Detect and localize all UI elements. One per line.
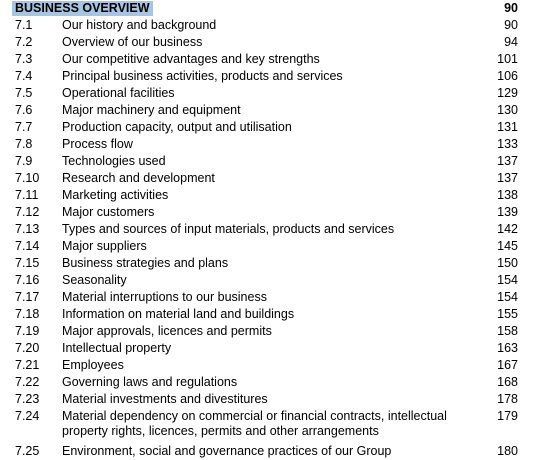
entry-title: Information on material land and buildings	[62, 307, 295, 321]
toc-entry	[0, 443, 536, 460]
toc-entry	[0, 255, 536, 272]
entry-title: Process flow	[62, 137, 133, 151]
entry-page-number: 137	[497, 154, 518, 168]
toc-entry	[0, 119, 536, 136]
toc-entry	[0, 391, 536, 408]
toc-entry	[0, 408, 536, 443]
toc-entry	[0, 51, 536, 68]
toc-entry	[0, 306, 536, 323]
toc-entry	[0, 17, 536, 34]
toc-entry	[0, 102, 536, 119]
entry-number: 7.9	[15, 154, 33, 168]
entry-number: 7.20	[15, 341, 40, 355]
section-header	[0, 0, 536, 17]
entry-title: Types and sources of input materials, products and services	[62, 222, 395, 236]
toc-entry	[0, 238, 536, 255]
entry-page-number: 138	[497, 188, 518, 202]
entry-title: Major approvals, licences and permits	[62, 324, 272, 338]
entry-page-number: 137	[497, 171, 518, 185]
entry-page-number: 142	[497, 222, 518, 236]
entry-title: Major machinery and equipment	[62, 103, 241, 117]
entry-page-number: 150	[497, 256, 518, 270]
toc-entry	[0, 340, 536, 357]
entry-number: 7.10	[15, 171, 40, 185]
entry-number: 7.11	[15, 188, 39, 202]
entry-title: Material interruptions to our business	[62, 290, 267, 304]
entry-number: 7.22	[15, 375, 40, 389]
entry-page-number: 154	[497, 290, 518, 304]
entry-number: 7.19	[15, 324, 40, 338]
entry-page-number: 167	[497, 358, 518, 372]
entry-title: Research and development	[62, 171, 215, 185]
entry-number: 7.7	[15, 120, 33, 134]
entry-page-number: 168	[497, 375, 518, 389]
entry-number: 7.3	[15, 52, 33, 66]
entry-title: Principal business activities, products and services	[62, 69, 343, 83]
entry-title: Major suppliers	[62, 239, 147, 253]
entry-number: 7.24	[15, 409, 40, 423]
entry-page-number: 130	[497, 103, 518, 117]
entry-title: Our competitive advantages and key strengths	[62, 52, 320, 66]
entry-number: 7.21	[15, 358, 40, 372]
entry-page-number: 180	[497, 444, 518, 458]
toc-entry	[0, 357, 536, 374]
entry-title: Environment, social and governance practices of our Group	[62, 444, 392, 458]
entry-number: 7.17	[15, 290, 40, 304]
entry-number: 7.8	[15, 137, 33, 151]
toc-entry	[0, 187, 536, 204]
entry-title: Business strategies and plans	[62, 256, 229, 270]
entry-page-number: 106	[497, 69, 518, 83]
entry-page-number: 139	[497, 205, 518, 219]
entry-number: 7.1	[15, 18, 33, 32]
entry-number: 7.18	[15, 307, 40, 321]
section-page-number: 90	[504, 1, 518, 15]
entry-number: 7.5	[15, 86, 33, 100]
entry-page-number: 131	[497, 120, 518, 134]
toc-entry	[0, 204, 536, 221]
entry-page-number: 129	[497, 86, 518, 100]
entry-number: 7.4	[15, 69, 33, 83]
entry-title: Technologies used	[62, 154, 166, 168]
entry-page-number: 90	[504, 18, 518, 32]
toc-entry	[0, 153, 536, 170]
entry-number: 7.23	[15, 392, 40, 406]
entry-page-number: 154	[497, 273, 518, 287]
toc-entry	[0, 68, 536, 85]
entry-number: 7.25	[15, 444, 40, 458]
entry-number: 7.2	[15, 35, 33, 49]
entry-title: Intellectual property	[62, 341, 172, 355]
toc-entry	[0, 374, 536, 391]
section-title: BUSINESS OVERVIEW	[12, 1, 153, 16]
toc-entry	[0, 136, 536, 153]
toc-entry	[0, 289, 536, 306]
toc-entry	[0, 272, 536, 289]
entry-page-number: 155	[497, 307, 518, 321]
entry-title: Governing laws and regulations	[62, 375, 238, 389]
entry-page-number: 179	[497, 409, 518, 423]
toc-entry	[0, 85, 536, 102]
entry-number: 7.16	[15, 273, 40, 287]
entry-number: 7.12	[15, 205, 40, 219]
entry-title: Production capacity, output and utilisation	[62, 120, 292, 134]
entry-title: Operational facilities	[62, 86, 175, 100]
toc-entry	[0, 34, 536, 51]
entry-title: Employees	[62, 358, 124, 372]
entry-page-number: 178	[497, 392, 518, 406]
toc-entry	[0, 221, 536, 238]
entry-number: 7.15	[15, 256, 40, 270]
entry-page-number: 158	[497, 324, 518, 338]
entry-page-number: 94	[504, 35, 518, 49]
entry-number: 7.14	[15, 239, 40, 253]
toc-entry	[0, 323, 536, 340]
entry-number: 7.13	[15, 222, 40, 236]
entry-title: Seasonality	[62, 273, 127, 287]
toc-entry	[0, 170, 536, 187]
entry-title: Material investments and divestitures	[62, 392, 268, 406]
entry-title: Major customers	[62, 205, 155, 219]
entry-page-number: 101	[497, 52, 518, 66]
entry-page-number: 145	[497, 239, 518, 253]
entry-title: Material dependency on commercial or financial contracts, intellectual property rights, licences, permits and other arrangements	[62, 409, 447, 438]
entry-page-number: 163	[497, 341, 518, 355]
entry-page-number: 133	[497, 137, 518, 151]
entry-title: Overview of our business	[62, 35, 203, 49]
entry-title: Our history and background	[62, 18, 217, 32]
entry-number: 7.6	[15, 103, 33, 117]
entry-title: Marketing activities	[62, 188, 169, 202]
